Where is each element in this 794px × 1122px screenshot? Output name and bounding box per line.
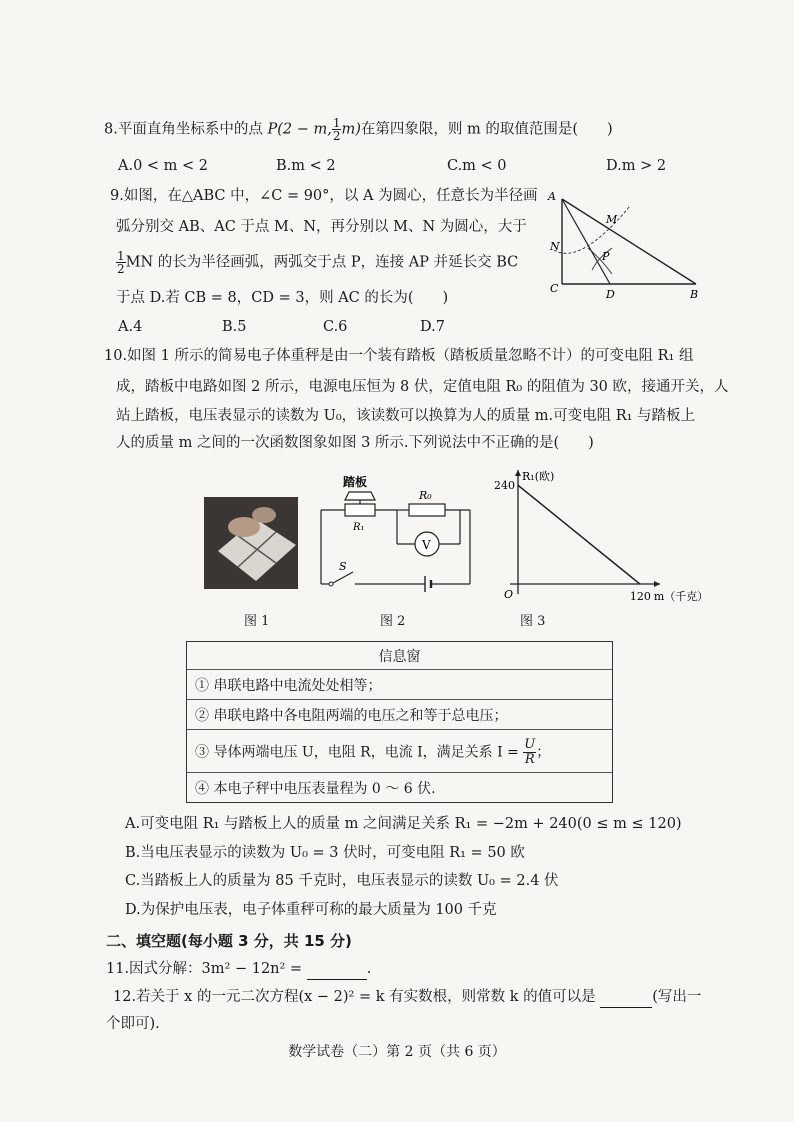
origin-label: O	[504, 588, 514, 601]
q9-line4: 于点 D.若 CB = 8，CD = 3，则 AC 的长为( )	[116, 290, 449, 306]
label-n: N	[550, 240, 560, 253]
q9-option-c: C.6	[323, 319, 348, 335]
q8-frac-tail: m)	[341, 121, 361, 138]
info-item-3	[195, 738, 550, 767]
r0-resistor	[409, 504, 445, 516]
info-divider-4	[187, 772, 612, 773]
label-b: B	[690, 288, 699, 301]
ohm-law-den: R	[524, 752, 535, 767]
data-line	[518, 485, 640, 584]
q10-line2: 成，踏板中电路如图 2 所示，电源电压恒为 8 伏，定值电阻 R₀ 的阻值为 30 欧，接通开关，人	[116, 379, 729, 395]
info-item-3-text: ③ 导体两端电压 U，电阻 R，电流 I，满足关系 I =	[195, 744, 519, 761]
info-window	[186, 641, 613, 803]
q8-option-a: A.0 < m < 2	[118, 158, 209, 174]
switch-contact	[329, 582, 333, 586]
q12-line1	[113, 987, 701, 1008]
info-item-2: ② 串联电路中各电阻两端的电压之和等于总电压；	[195, 708, 508, 724]
q10-option-d: D.为保护电压表，电子体重秤可称的最大质量为 100 千克	[125, 902, 497, 918]
ohm-law-tail: ；	[536, 744, 551, 761]
q9-line1: 9.如图，在△ABC 中，∠C = 90°，以 A 为圆心，任意长为半径画	[110, 188, 538, 204]
side-ab	[562, 199, 696, 284]
q11-end: .	[366, 961, 372, 977]
label-c: C	[550, 282, 559, 295]
label-m: M	[606, 213, 618, 226]
foot-2	[252, 507, 276, 523]
q8-option-d: D.m > 2	[606, 158, 667, 174]
arc-mn	[554, 206, 630, 253]
q8-stem-b: 在第四象限，则 m 的取值范围是( )	[360, 121, 613, 138]
ohm-law-fraction	[523, 738, 536, 767]
line-ad	[562, 199, 610, 284]
r0-label: R₀	[419, 489, 432, 502]
switch-lever	[333, 572, 353, 583]
q10-option-a: A.可变电阻 R₁ 与踏板上人的质量 m 之间满足关系 R₁ = −2m + 240(0 ≤ m ≤ 120)	[125, 816, 682, 832]
info-item-4: ④ 本电子秤中电压表量程为 0 ～ 6 伏.	[195, 781, 436, 797]
fig2-circuit	[315, 472, 475, 594]
q10-line4: 人的质量 m 之间的一次函数图象如图 3 所示.下列说法中不正确的是( )	[116, 435, 594, 451]
fig1-photo	[204, 497, 298, 589]
page-footer: 数学试卷（二）第 2 页（共 6 页）	[288, 1044, 506, 1060]
q11	[106, 959, 371, 980]
label-a: A	[548, 190, 556, 203]
q12-text-tail: (写出一	[652, 989, 702, 1005]
pedal-symbol	[345, 492, 375, 500]
q8-stem-a: 8.平面直角坐标系中的点	[104, 121, 268, 138]
switch-label: S	[339, 560, 347, 573]
section2-title: 二、填空题(每小题 3 分，共 15 分)	[106, 932, 352, 950]
q8-point: P(2 − m,	[267, 121, 332, 138]
fig1-caption: 图 1	[244, 614, 270, 629]
q9-line3-text: MN 的长为半径画弧，两弧交于点 P，连接 AP 并延长交 BC	[125, 254, 519, 271]
q11-answer-blank[interactable]	[307, 959, 367, 980]
q12-line2: 个即可).	[106, 1016, 160, 1032]
q9-fraction	[116, 250, 126, 275]
fig2-caption: 图 2	[380, 614, 406, 629]
q9-line2: 弧分别交 AB、AC 于点 M、N，再分别以 M、N 为圆心，大于	[116, 219, 527, 235]
y-axis-arrow	[515, 470, 521, 476]
r1-resistor	[345, 504, 375, 516]
x-axis-arrow	[654, 581, 660, 587]
info-divider-3	[187, 729, 612, 730]
q8-stem	[104, 117, 613, 142]
info-item-1: ① 串联电路中电流处处相等；	[195, 678, 382, 694]
info-divider-1	[187, 669, 612, 670]
q10-line1: 10.如图 1 所示的简易电子体重秤是由一个装有踏板（踏板质量忽略不计）的可变电阻 R₁ 组	[104, 348, 694, 364]
pedal-label: 踏板	[343, 475, 368, 489]
q12-answer-blank[interactable]	[600, 987, 652, 1008]
q10-option-b: B.当电压表显示的读数为 U₀ = 3 伏时，可变电阻 R₁ = 50 欧	[125, 845, 525, 861]
q8-option-c: C.m < 0	[447, 158, 507, 174]
q9-option-b: B.5	[222, 319, 247, 335]
q9-option-d: D.7	[420, 319, 445, 335]
q9-frac-num: 1	[117, 249, 125, 263]
x-tick-120: 120	[629, 590, 651, 603]
info-divider-2	[187, 699, 612, 700]
ohm-law-num: U	[524, 737, 536, 752]
q12-text: 12.若关于 x 的一元二次方程(x − 2)² = k 有实数根，则常数 k 的值可以是	[113, 989, 596, 1005]
q8-frac-den: 2	[332, 129, 341, 143]
q8-option-b: B.m < 2	[276, 158, 336, 174]
q9-option-a: A.4	[118, 319, 143, 335]
q9-frac-den: 2	[117, 262, 125, 276]
label-d: D	[606, 288, 615, 301]
y-tick-240: 240	[494, 479, 515, 493]
q9-line3	[116, 250, 518, 275]
x-axis-label: m（千克）	[653, 590, 709, 603]
q8-frac-num: 1	[332, 116, 341, 130]
voltmeter-label: V	[422, 538, 431, 552]
q10-option-c: C.当踏板上人的质量为 85 千克时，电压表显示的读数 U₀ = 2.4 伏	[125, 873, 559, 889]
fig3-caption: 图 3	[520, 614, 546, 629]
info-window-title: 信息窗	[378, 649, 421, 665]
q11-text: 11.因式分解：3m² − 12n² =	[106, 961, 303, 977]
label-p: P	[602, 250, 610, 263]
q10-line3: 站上踏板，电压表显示的读数为 U₀，该读数可以换算为人的质量 m.可变电阻 R₁ 与踏板上	[116, 408, 696, 424]
r1-label: R₁	[353, 522, 365, 533]
q9-triangle-figure	[540, 188, 710, 303]
y-axis-label: R₁(欧)	[522, 470, 555, 483]
fig3-graph	[492, 462, 709, 608]
